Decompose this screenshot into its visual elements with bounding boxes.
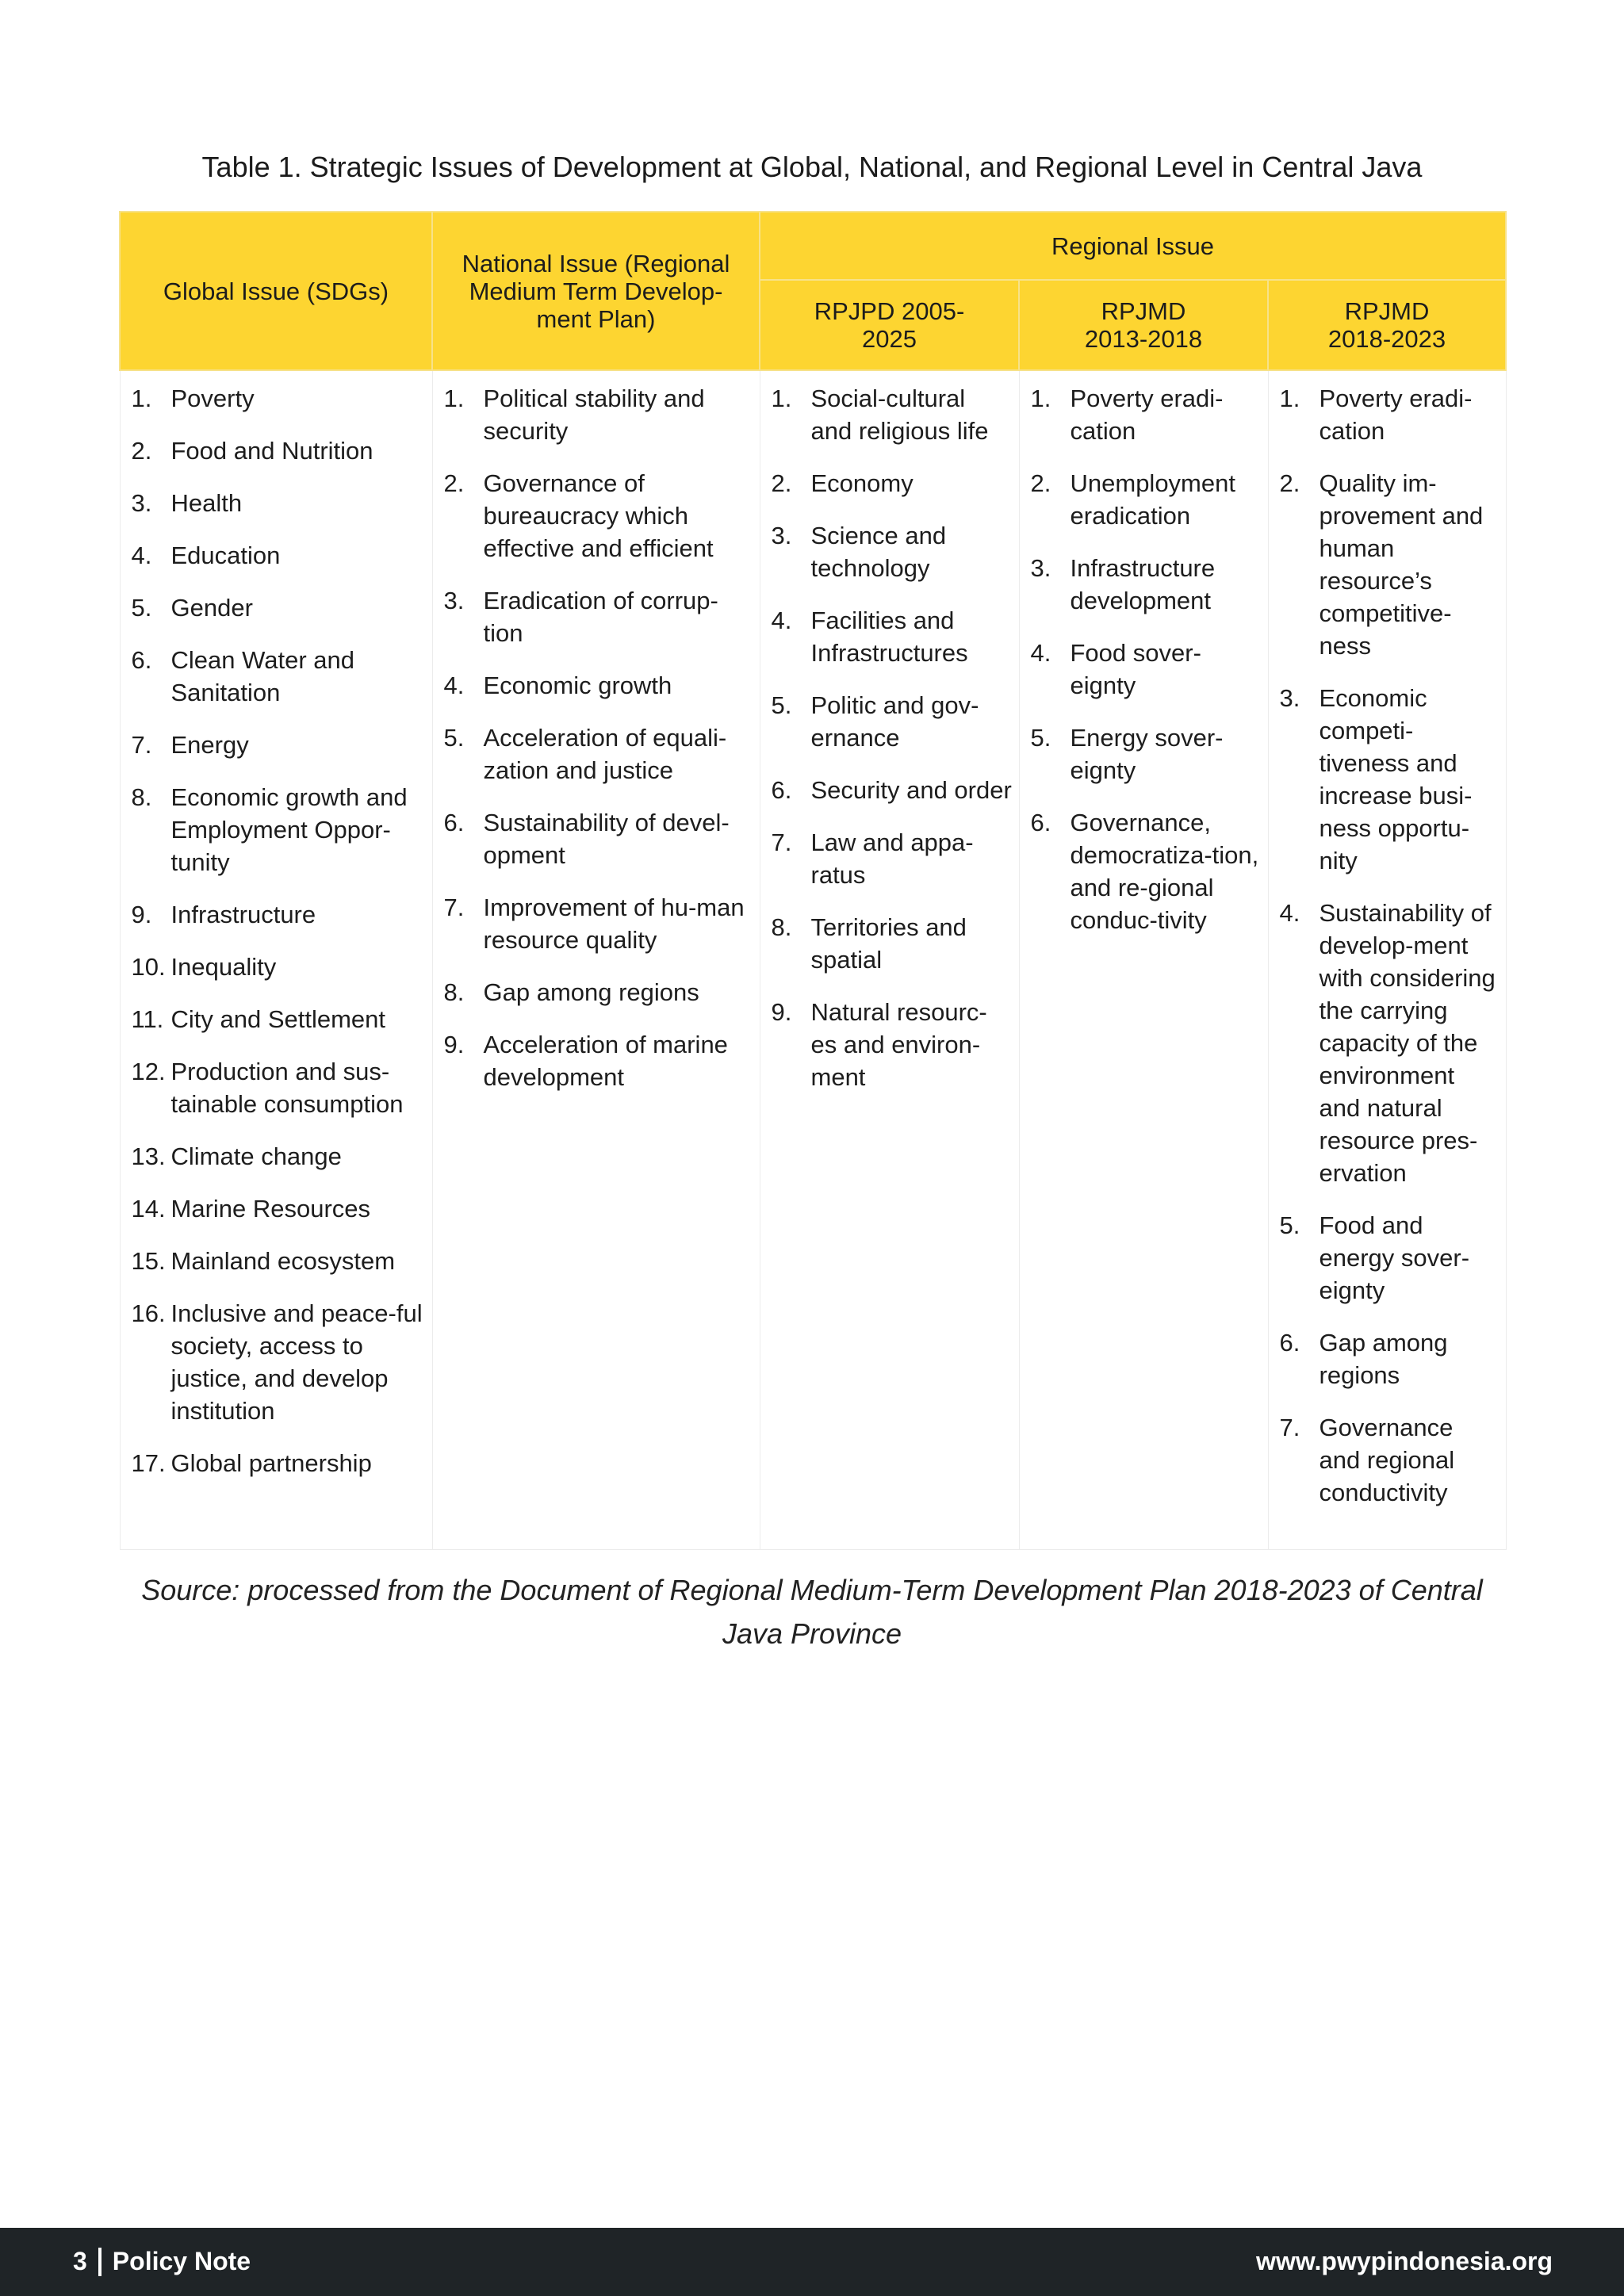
item-number: 2. [1279, 469, 1300, 497]
item-number: 9. [443, 1031, 465, 1058]
footer-label: Policy Note [112, 2247, 251, 2275]
list-item [772, 826, 1013, 891]
item-text: Climate change [170, 1142, 342, 1170]
list-item [1280, 897, 1500, 1189]
item-number: 7. [131, 731, 152, 759]
item-text: Marine Resources [170, 1195, 371, 1223]
list-item [132, 434, 426, 467]
item-text: Natural resourc-es and environ-ment [810, 998, 987, 1091]
item-text: Inclusive and peace-ful society, access to justice, and develop institution [170, 1299, 423, 1425]
source-note: Source: processed from the Document of Regional Medium-Term Development Plan 2018-2023 of Central Java Province [141, 1574, 1483, 1650]
item-text: Quality im-provement and human resource’s competitive-ness [1319, 469, 1484, 660]
item-text: Inequality [170, 953, 277, 981]
item-text: Education [170, 541, 281, 569]
item-number: 7. [771, 828, 792, 856]
item-text: Poverty eradi-cation [1319, 385, 1473, 445]
list-item [132, 644, 426, 709]
list-item [772, 689, 1013, 754]
list-item [444, 467, 753, 564]
list-item [132, 1055, 426, 1120]
item-text: Security and order [810, 776, 1012, 804]
list-item [772, 911, 1013, 976]
item-number: 11. [131, 1005, 164, 1033]
item-number: 2. [771, 469, 792, 497]
item-text: Economy [810, 469, 914, 497]
item-number: 4. [1030, 639, 1051, 667]
item-text: Economic growth and Employment Oppor-tunity [170, 783, 408, 876]
list-item [1280, 1326, 1500, 1391]
item-number: 4. [443, 672, 465, 699]
item-text: Food sover-eignty [1070, 639, 1201, 699]
item-number: 1. [131, 385, 152, 412]
item-number: 8. [131, 783, 152, 811]
footer-website-link[interactable]: www.pwypindonesia.org [1256, 2247, 1553, 2275]
item-number: 5. [131, 594, 152, 622]
item-number: 1. [771, 385, 792, 412]
item-text: Gender [170, 594, 253, 622]
list-item [132, 1447, 426, 1479]
list-item [132, 1297, 426, 1427]
item-number: 8. [443, 978, 465, 1006]
item-text: Facilities and Infrastructures [810, 607, 968, 667]
item-number: 2. [1030, 469, 1051, 497]
rpjmd-2013-issue-list [1031, 382, 1262, 936]
list-item [132, 382, 426, 415]
item-text: Gap among regions [483, 978, 699, 1006]
global-issue-list [132, 382, 426, 1479]
item-number: 3. [1030, 554, 1051, 582]
list-item [772, 604, 1013, 669]
item-text: Health [170, 489, 243, 517]
item-number: 16. [131, 1299, 166, 1327]
page-number: 3 [73, 2247, 87, 2275]
list-item [1280, 1411, 1500, 1509]
header-rpjpd: RPJPD 2005-2025 [760, 280, 1019, 370]
list-item [772, 774, 1013, 806]
item-text: Political stability and security [483, 385, 705, 445]
item-number: 4. [1279, 899, 1300, 927]
item-number: 9. [131, 901, 152, 928]
item-text: Clean Water and Sanitation [170, 646, 354, 706]
item-number: 10. [131, 953, 166, 981]
item-text: Global partnership [170, 1449, 372, 1477]
item-text: Energy sover-eignty [1070, 724, 1224, 784]
item-text: City and Settlement [170, 1005, 386, 1033]
item-text: Production and sus-tainable consumption [170, 1058, 404, 1118]
item-number: 1. [443, 385, 465, 412]
list-item [132, 1003, 426, 1035]
rpjpd-cell [760, 370, 1019, 1550]
list-item [772, 519, 1013, 584]
item-number: 1. [1279, 385, 1300, 412]
item-text: Improvement of hu-man resource quality [483, 894, 745, 954]
item-text: Infrastructure development [1070, 554, 1216, 614]
national-issue-list [444, 382, 753, 1093]
list-item [1031, 552, 1262, 617]
item-text: Economic competi-tiveness and increase busi-ness opportu-nity [1319, 684, 1473, 874]
item-text: Sustainability of develop-ment with considering the carrying capacity of the environment and natural resource pres-ervation [1319, 899, 1496, 1187]
item-text: Social-cultural and religious life [810, 385, 989, 445]
list-item [132, 898, 426, 931]
list-item [444, 382, 753, 447]
list-item [1280, 382, 1500, 447]
list-item [132, 951, 426, 983]
header-national-issue: National Issue (Regional Medium Term Develop-ment Plan) [432, 212, 760, 370]
item-text: Food and Nutrition [170, 437, 373, 465]
list-item [1031, 721, 1262, 786]
item-number: 4. [771, 607, 792, 634]
list-item [1031, 382, 1262, 447]
item-text: Governance and regional conductivity [1319, 1414, 1455, 1506]
item-text: Territories and spatial [810, 913, 967, 974]
item-text: Acceleration of marine development [483, 1031, 728, 1091]
item-text: Governance, democratiza-tion, and re-gional conduc-tivity [1070, 809, 1259, 934]
item-text: Mainland ecosystem [170, 1247, 396, 1275]
footer-left [73, 2247, 251, 2276]
item-text: Energy [170, 731, 249, 759]
item-text: Infrastructure [170, 901, 316, 928]
rpjpd-issue-list [772, 382, 1013, 1093]
item-number: 2. [131, 437, 152, 465]
item-number: 5. [1279, 1211, 1300, 1239]
list-item [1280, 1209, 1500, 1307]
list-item [772, 996, 1013, 1093]
rpjmd-2018-issue-list [1280, 382, 1500, 1509]
item-number: 5. [1030, 724, 1051, 752]
list-item [444, 806, 753, 871]
item-number: 15. [131, 1247, 166, 1275]
item-number: 3. [1279, 684, 1300, 712]
header-regional-issue: Regional Issue [760, 212, 1506, 280]
list-item [1031, 806, 1262, 936]
item-text: Science and technology [810, 522, 947, 582]
item-number: 2. [443, 469, 465, 497]
item-text: Economic growth [483, 672, 672, 699]
item-number: 17. [131, 1449, 166, 1477]
item-number: 9. [771, 998, 792, 1026]
item-number: 12. [131, 1058, 166, 1085]
item-number: 3. [771, 522, 792, 549]
list-item [132, 1140, 426, 1173]
strategic-issues-table [119, 211, 1507, 1550]
item-text: Eradication of corrup-tion [483, 587, 718, 647]
list-item [132, 781, 426, 878]
national-issue-cell [432, 370, 760, 1550]
list-item [132, 539, 426, 572]
list-item [772, 382, 1013, 447]
table-title: Table 1. Strategic Issues of Development at Global, National, and Regional Level in Central Java [201, 151, 1423, 183]
rpjmd-2013-cell [1019, 370, 1268, 1550]
item-number: 6. [1279, 1329, 1300, 1357]
item-number: 13. [131, 1142, 166, 1170]
item-number: 14. [131, 1195, 166, 1223]
item-number: 3. [131, 489, 152, 517]
list-item [132, 487, 426, 519]
footer-divider [98, 2248, 102, 2276]
list-item [444, 669, 753, 702]
list-item [444, 584, 753, 649]
item-number: 7. [443, 894, 465, 921]
item-number: 8. [771, 913, 792, 941]
list-item [132, 591, 426, 624]
item-text: Sustainability of devel-opment [483, 809, 730, 869]
rpjmd-2018-cell [1268, 370, 1506, 1550]
item-text: Poverty [170, 385, 255, 412]
list-item [444, 891, 753, 956]
list-item [772, 467, 1013, 499]
list-item [132, 729, 426, 761]
global-issue-cell [120, 370, 432, 1550]
list-item [1031, 467, 1262, 532]
list-item [444, 1028, 753, 1093]
item-text: Gap among regions [1319, 1329, 1448, 1389]
item-number: 1. [1030, 385, 1051, 412]
item-number: 6. [771, 776, 792, 804]
list-item [444, 721, 753, 786]
header-rpjmd-2013: RPJMD 2013-2018 [1019, 280, 1268, 370]
item-text: Food and energy sover-eignty [1319, 1211, 1470, 1304]
list-item [1280, 467, 1500, 662]
header-global-issue: Global Issue (SDGs) [120, 212, 432, 370]
item-number: 3. [443, 587, 465, 614]
item-number: 5. [443, 724, 465, 752]
item-number: 4. [131, 541, 152, 569]
list-item [444, 976, 753, 1008]
item-number: 6. [131, 646, 152, 674]
item-text: Politic and gov-ernance [810, 691, 979, 752]
header-rpjmd-2018: RPJMD 2018-2023 [1268, 280, 1506, 370]
list-item [132, 1192, 426, 1225]
list-item [132, 1245, 426, 1277]
item-number: 6. [1030, 809, 1051, 836]
list-item [1031, 637, 1262, 702]
item-number: 5. [771, 691, 792, 719]
page-footer [0, 2228, 1624, 2296]
item-text: Poverty eradi-cation [1070, 385, 1224, 445]
item-number: 7. [1279, 1414, 1300, 1441]
item-text: Law and appa-ratus [810, 828, 974, 889]
list-item [1280, 682, 1500, 877]
item-text: Unemployment eradication [1070, 469, 1235, 530]
item-text: Governance of bureaucracy which effective and efficient [483, 469, 714, 562]
item-number: 6. [443, 809, 465, 836]
item-text: Acceleration of equali-zation and justice [483, 724, 727, 784]
